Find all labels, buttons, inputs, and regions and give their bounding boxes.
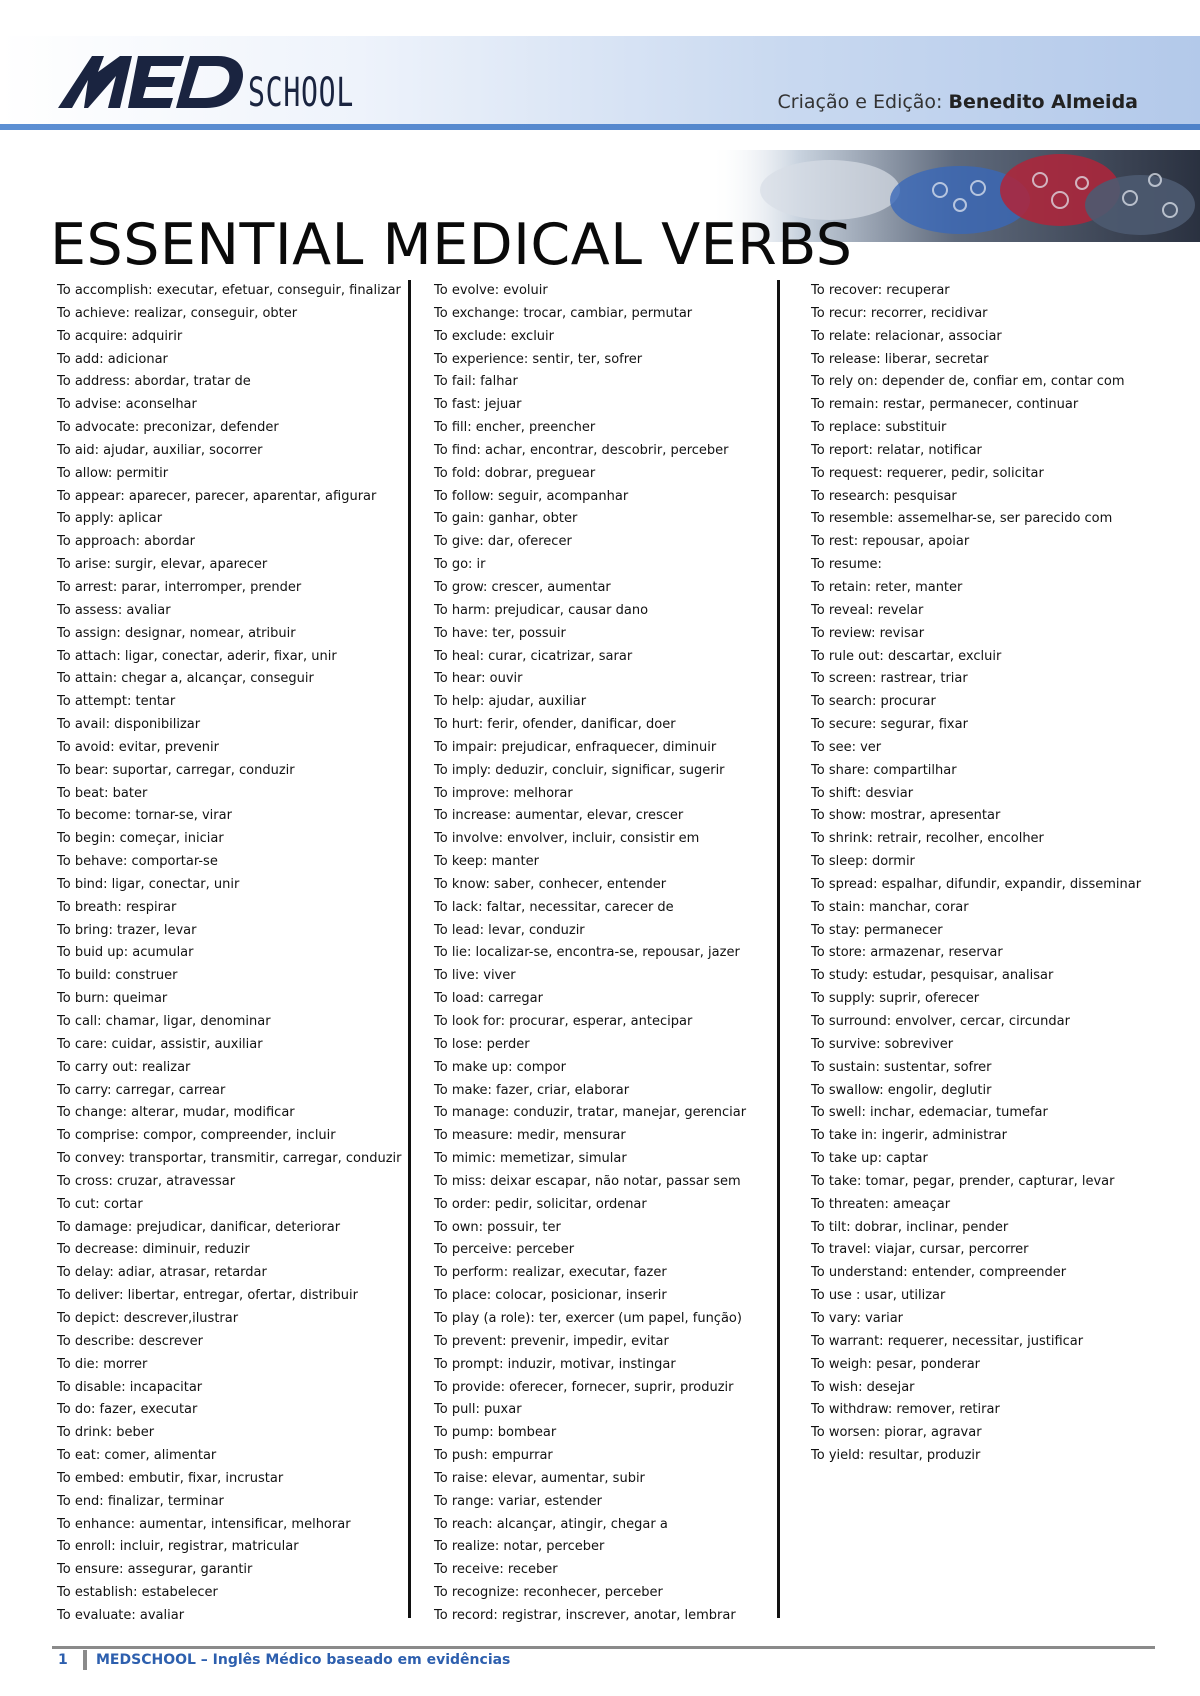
verb-entry: To yield: resultar, produzir: [811, 1448, 981, 1464]
verb-entry: To take: tomar, pegar, prender, capturar, levar: [811, 1173, 1115, 1189]
verb-entry: To record: registrar, inscrever, anotar, lembrar: [434, 1607, 736, 1623]
verb-entry: To see: ver: [811, 739, 882, 755]
verb-entry: To rest: repousar, apoiar: [811, 534, 970, 550]
verb-entry: To perform: realizar, executar, fazer: [434, 1265, 667, 1281]
verb-entry: To take in: ingerir, administrar: [811, 1128, 1007, 1144]
verb-entry: To advise: aconselhar: [57, 397, 197, 413]
verb-entry: To screen: rastrear, triar: [811, 671, 968, 687]
verb-entry: To cut: cortar: [57, 1196, 143, 1212]
verb-entry: To behave: comportar-se: [57, 854, 218, 870]
verb-entry: To survive: sobreviver: [811, 1036, 954, 1052]
verb-entry: To buid up: acumular: [57, 945, 194, 961]
verb-entry: To build: construer: [57, 968, 178, 984]
verb-entry: To bear: suportar, carregar, conduzir: [57, 762, 295, 778]
verb-entry: To advocate: preconizar, defender: [57, 420, 279, 436]
verb-entry: To worsen: piorar, agravar: [811, 1425, 982, 1441]
verb-entry: To harm: prejudicar, causar dano: [434, 602, 649, 618]
verb-entry: To disable: incapacitar: [57, 1379, 203, 1395]
verb-entry: To rule out: descartar, excluir: [811, 648, 1002, 664]
verb-entry: To exclude: excluir: [434, 328, 555, 344]
verb-entry: To grow: crescer, aumentar: [434, 579, 611, 595]
verb-entry: To review: revisar: [811, 625, 925, 641]
verb-entry: To avoid: evitar, prevenir: [57, 739, 219, 755]
verb-entry: To approach: abordar: [57, 534, 196, 550]
footer-text: MEDSCHOOL – Inglês Médico baseado em evidências: [96, 1652, 511, 1668]
verb-entry: To decrease: diminuir, reduzir: [57, 1242, 250, 1258]
verb-entry: To recover: recuperar: [811, 283, 950, 298]
verb-entry: To impair: prejudicar, enfraquecer, diminuir: [434, 739, 717, 755]
verb-entry: To aid: ajudar, auxiliar, socorrer: [57, 442, 263, 458]
medschool-logo: [58, 46, 358, 116]
verb-entry: To manage: conduzir, tratar, manejar, gerenciar: [434, 1105, 747, 1121]
verb-entry: To research: pesquisar: [811, 488, 957, 504]
verb-entry: To own: possuir, ter: [434, 1219, 561, 1235]
verb-entry: To exchange: trocar, cambiar, permutar: [434, 305, 693, 321]
verb-column-2: [434, 280, 746, 1628]
verb-entry: To prevent: prevenir, impedir, evitar: [434, 1333, 669, 1349]
verb-entry: To weigh: pesar, ponderar: [811, 1356, 981, 1372]
verb-entry: To withdraw: remover, retirar: [811, 1402, 1000, 1418]
verb-entry: To recur: recorrer, recidivar: [811, 305, 988, 321]
verb-entry: To swallow: engolir, deglutir: [811, 1082, 992, 1098]
verb-entry: To damage: prejudicar, danificar, deteriorar: [57, 1219, 341, 1235]
verb-entry: To make: fazer, criar, elaborar: [434, 1082, 630, 1098]
verb-entry: To gain: ganhar, obter: [434, 511, 578, 527]
verb-entry: To fill: encher, preencher: [434, 420, 596, 436]
credit-name: Benedito Almeida: [948, 91, 1138, 113]
verb-entry: To release: liberar, secretar: [811, 351, 989, 367]
verb-entry: To range: variar, estender: [434, 1493, 603, 1509]
verb-entry: To measure: medir, mensurar: [434, 1128, 626, 1144]
verb-entry: To shrink: retrair, recolher, encolher: [811, 831, 1044, 847]
verb-entry: To sleep: dormir: [811, 854, 915, 870]
verb-entry: To lose: perder: [434, 1036, 530, 1052]
verb-entry: To die: morrer: [57, 1356, 148, 1372]
verb-entry: To report: relatar, notificar: [811, 442, 982, 458]
verb-entry: To care: cuidar, assistir, auxiliar: [57, 1036, 263, 1052]
verb-entry: To change: alterar, mudar, modificar: [57, 1105, 295, 1121]
verb-entry: To rely on: depender de, confiar em, contar com: [811, 374, 1125, 390]
verb-entry: To do: fazer, executar: [57, 1402, 198, 1418]
verb-entry: To make up: compor: [434, 1059, 566, 1075]
verb-entry: To bring: trazer, levar: [57, 922, 197, 938]
header-rule: [0, 124, 1200, 130]
verb-entry: To embed: embutir, fixar, incrustar: [57, 1470, 284, 1486]
footer-divider: [83, 1650, 87, 1670]
verb-entry: To enroll: incluir, registrar, matricular: [57, 1539, 299, 1555]
verb-entry: To follow: seguir, acompanhar: [434, 488, 629, 504]
verb-entry: To provide: oferecer, fornecer, suprir, produzir: [434, 1379, 734, 1395]
verb-entry: To receive: receber: [434, 1562, 558, 1578]
credit-label: Criação e Edição:: [777, 91, 943, 113]
verb-entry: To request: requerer, pedir, solicitar: [811, 465, 1044, 481]
verb-entry: To bind: ligar, conectar, unir: [57, 876, 240, 892]
verb-entry: To help: ajudar, auxiliar: [434, 694, 587, 710]
verb-entry: To allow: permitir: [57, 465, 169, 481]
verb-entry: To cross: cruzar, atravessar: [57, 1173, 236, 1189]
verb-entry: To enhance: aumentar, intensificar, melhorar: [57, 1516, 351, 1532]
verb-entry: To realize: notar, perceber: [434, 1539, 605, 1555]
verb-entry: To evaluate: avaliar: [57, 1607, 185, 1623]
verb-entry: To spread: espalhar, difundir, expandir, disseminar: [811, 876, 1142, 892]
verb-entry: To pull: puxar: [434, 1402, 522, 1418]
verb-entry: To depict: descrever,ilustrar: [57, 1310, 239, 1326]
verb-entry: To eat: comer, alimentar: [57, 1448, 217, 1464]
verb-entry: To replace: substituir: [811, 420, 947, 436]
verb-entry: To avail: disponibilizar: [57, 717, 201, 733]
credit-line: [778, 91, 1138, 113]
verb-entry: To retain: reter, manter: [811, 579, 963, 595]
verb-entry: To stain: manchar, corar: [811, 899, 969, 915]
verb-entry: To experience: sentir, ter, sofrer: [434, 351, 643, 367]
verb-entry: To establish: estabelecer: [57, 1585, 218, 1601]
verb-entry: To burn: queimar: [57, 991, 168, 1007]
verb-entry: To use : usar, utilizar: [811, 1288, 946, 1304]
verb-entry: To prompt: induzir, motivar, instingar: [434, 1356, 676, 1372]
verb-entry: To attempt: tentar: [57, 694, 176, 710]
verb-entry: To miss: deixar escapar, não notar, passar sem: [434, 1173, 741, 1189]
verb-entry: To reveal: revelar: [811, 602, 924, 618]
page-title: ESSENTIAL MEDICAL VERBS: [50, 212, 853, 279]
svg-text:SCHOOL: SCHOOL: [248, 70, 354, 116]
verb-entry: To convey: transportar, transmitir, carregar, conduzir: [57, 1151, 402, 1167]
verb-entry: To surround: envolver, cercar, circundar: [811, 1014, 1070, 1029]
verb-entry: To improve: melhorar: [434, 785, 573, 801]
verb-entry: To lead: levar, conduzir: [434, 922, 585, 938]
verb-entry: To shift: desviar: [811, 785, 914, 801]
verb-entry: To resemble: assemelhar-se, ser parecido com: [811, 511, 1113, 527]
verb-column-3: [811, 280, 1141, 1468]
verb-entry: To supply: suprir, oferecer: [811, 991, 980, 1007]
verb-entry: To order: pedir, solicitar, ordenar: [434, 1196, 647, 1212]
verb-entry: To push: empurrar: [434, 1448, 553, 1464]
verb-entry: To search: procurar: [811, 694, 936, 710]
verb-entry: To acquire: adquirir: [57, 328, 183, 344]
verb-entry: To place: colocar, posicionar, inserir: [434, 1288, 667, 1304]
verb-entry: To take up: captar: [811, 1151, 928, 1167]
verb-entry: To assess: avaliar: [57, 602, 171, 618]
verb-entry: To recognize: reconhecer, perceber: [434, 1585, 663, 1601]
verb-entry: To sustain: sustentar, sofrer: [811, 1059, 992, 1075]
verb-entry: To pump: bombear: [434, 1425, 557, 1441]
verb-entry: To ensure: assegurar, garantir: [57, 1562, 253, 1578]
verb-entry: To have: ter, possuir: [434, 625, 566, 641]
verb-entry: To carry out: realizar: [57, 1059, 191, 1075]
verb-entry: To arrest: parar, interromper, prender: [57, 579, 302, 595]
verb-entry: To secure: segurar, fixar: [811, 717, 968, 733]
verb-entry: To reach: alcançar, atingir, chegar a: [434, 1516, 668, 1532]
verb-entry: To remain: restar, permanecer, continuar: [811, 397, 1079, 413]
verb-entry: To drink: beber: [57, 1425, 155, 1441]
verb-entry: To raise: elevar, aumentar, subir: [434, 1470, 645, 1486]
verb-entry: To heal: curar, cicatrizar, sarar: [434, 648, 633, 664]
verb-entry: To wish: desejar: [811, 1379, 915, 1395]
verb-entry: To travel: viajar, cursar, percorrer: [811, 1242, 1029, 1258]
verb-entry: To hurt: ferir, ofender, danificar, doer: [434, 717, 676, 733]
verb-entry: To apply: aplicar: [57, 511, 163, 527]
verb-entry: To address: abordar, tratar de: [57, 374, 251, 390]
verb-entry: To assign: designar, nomear, atribuir: [57, 625, 296, 641]
verb-entry: To share: compartilhar: [811, 762, 957, 778]
verb-entry: To imply: deduzir, concluir, significar, sugerir: [434, 762, 725, 778]
verb-entry: To begin: começar, iniciar: [57, 831, 224, 847]
footer-rule: [52, 1646, 1155, 1649]
verb-entry: To lack: faltar, necessitar, carecer de: [434, 899, 674, 915]
verb-entry: To stay: permanecer: [811, 922, 943, 938]
verb-entry: To perceive: perceber: [434, 1242, 575, 1258]
verb-entry: To threaten: ameaçar: [811, 1196, 951, 1212]
verb-entry: To breath: respirar: [57, 899, 177, 915]
verb-entry: To carry: carregar, carrear: [57, 1082, 226, 1098]
verb-entry: To describe: descrever: [57, 1333, 203, 1349]
verb-entry: To find: achar, encontrar, descobrir, perceber: [434, 442, 729, 458]
verb-entry: To lie: localizar-se, encontra-se, repousar, jazer: [434, 945, 740, 961]
page-number: 1: [58, 1652, 68, 1668]
verb-entry: To give: dar, oferecer: [434, 534, 572, 550]
verb-entry: To increase: aumentar, elevar, crescer: [434, 808, 684, 824]
verb-entry: To call: chamar, ligar, denominar: [57, 1014, 271, 1029]
verb-entry: To attain: chegar a, alcançar, conseguir: [57, 671, 314, 687]
verb-entry: To appear: aparecer, parecer, aparentar, afigurar: [57, 488, 377, 504]
verb-entry: To evolve: evoluir: [434, 283, 548, 298]
verb-entry: To beat: bater: [57, 785, 148, 801]
verb-entry: To delay: adiar, atrasar, retardar: [57, 1265, 267, 1281]
verb-entry: To resume:: [811, 557, 882, 573]
verb-entry: To study: estudar, pesquisar, analisar: [811, 968, 1054, 984]
column-divider: [777, 280, 780, 1618]
verb-entry: To hear: ouvir: [434, 671, 523, 687]
verb-entry: To know: saber, conhecer, entender: [434, 876, 667, 892]
verb-entry: To load: carregar: [434, 991, 543, 1007]
verb-entry: To go: ir: [434, 557, 486, 573]
verb-entry: To warrant: requerer, necessitar, justificar: [811, 1333, 1084, 1349]
verb-entry: To swell: inchar, edemaciar, tumefar: [811, 1105, 1048, 1121]
verb-entry: To tilt: dobrar, inclinar, pender: [811, 1219, 1009, 1235]
verb-entry: To achieve: realizar, conseguir, obter: [57, 305, 298, 321]
verb-entry: To play (a role): ter, exercer (um papel, função): [434, 1310, 742, 1326]
verb-entry: To comprise: compor, compreender, incluir: [57, 1128, 336, 1144]
verb-entry: To look for: procurar, esperar, antecipar: [434, 1014, 693, 1029]
verb-entry: To vary: variar: [811, 1310, 904, 1326]
verb-entry: To fail: falhar: [434, 374, 518, 390]
verb-entry: To attach: ligar, conectar, aderir, fixar, unir: [57, 648, 337, 664]
verb-entry: To end: finalizar, terminar: [57, 1493, 224, 1509]
verb-entry: To mimic: memetizar, simular: [434, 1151, 627, 1167]
verb-column-1: [57, 280, 402, 1628]
verb-entry: To show: mostrar, apresentar: [811, 808, 1001, 824]
column-divider: [408, 280, 411, 1618]
verb-entry: To live: viver: [434, 968, 516, 984]
verb-entry: To deliver: libertar, entregar, ofertar, distribuir: [57, 1288, 359, 1304]
verb-entry: To fold: dobrar, preguear: [434, 465, 596, 481]
verb-entry: To involve: envolver, incluir, consistir em: [434, 831, 700, 847]
verb-entry: To add: adicionar: [57, 351, 168, 367]
verb-entry: To understand: entender, compreender: [811, 1265, 1067, 1281]
verb-entry: To arise: surgir, elevar, aparecer: [57, 557, 268, 573]
verb-entry: To fast: jejuar: [434, 397, 522, 413]
verb-entry: To accomplish: executar, efetuar, conseguir, finalizar: [57, 283, 401, 298]
verb-entry: To store: armazenar, reservar: [811, 945, 1003, 961]
verb-entry: To keep: manter: [434, 854, 539, 870]
verb-entry: To relate: relacionar, associar: [811, 328, 1002, 344]
verb-entry: To become: tornar-se, virar: [57, 808, 232, 824]
